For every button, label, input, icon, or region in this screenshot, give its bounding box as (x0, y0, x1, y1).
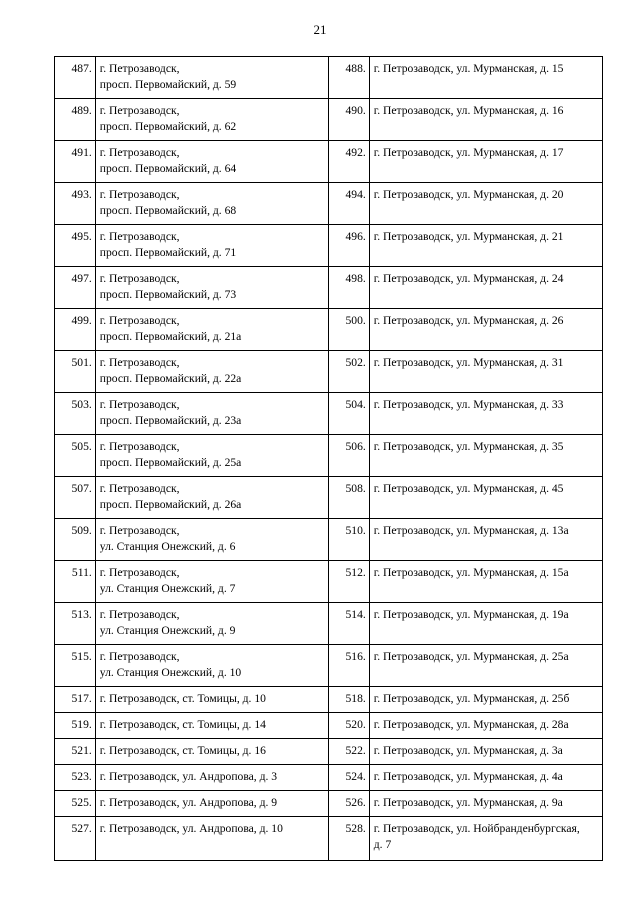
cell-text-line: 515. (71, 650, 92, 663)
table-row (55, 817, 603, 861)
table-row (55, 603, 603, 645)
cell-text-line: просп. Первомайский, д. 62 (99, 120, 237, 133)
cell-text-line: г. Петрозаводск, ул. Мурманская, д. 16 (373, 104, 564, 117)
cell-text-line: г. Петрозаводск, (99, 482, 180, 495)
row-number-cell (55, 435, 96, 477)
cell-text-line: 503. (71, 398, 92, 411)
address-cell (369, 817, 602, 861)
row-number-cell (328, 791, 369, 817)
address-cell (95, 713, 328, 739)
address-cell (369, 603, 602, 645)
table-row (55, 99, 603, 141)
cell-text-line: г. Петрозаводск, ул. Мурманская, д. 25б (373, 692, 570, 705)
row-number-cell (55, 267, 96, 309)
cell-text-line: просп. Первомайский, д. 71 (99, 246, 237, 259)
row-number-cell (328, 225, 369, 267)
row-number-cell (328, 817, 369, 861)
cell-text-line: 495. (71, 230, 92, 243)
address-cell (369, 435, 602, 477)
cell-text-line: г. Петрозаводск, (99, 566, 180, 579)
row-number-cell (55, 183, 96, 225)
table-row (55, 561, 603, 603)
cell-text-line: 517. (71, 692, 92, 705)
table-row (55, 477, 603, 519)
cell-text-line: 492. (345, 146, 366, 159)
table-row (55, 141, 603, 183)
cell-text-line: 511. (71, 566, 92, 579)
cell-text-line: г. Петрозаводск, ул. Мурманская, д. 4а (373, 770, 563, 783)
cell-text-line: 521. (71, 744, 92, 757)
address-cell (95, 267, 328, 309)
row-number-cell (55, 393, 96, 435)
address-cell (95, 309, 328, 351)
row-number-cell (55, 817, 96, 861)
table-row (55, 435, 603, 477)
cell-text-line: ул. Станция Онежский, д. 9 (99, 624, 236, 637)
table-row (55, 57, 603, 99)
address-cell (369, 561, 602, 603)
cell-text-line: 488. (345, 62, 366, 75)
cell-text-line: г. Петрозаводск, ул. Нойбранденбургская, (373, 822, 580, 835)
row-number-cell (328, 393, 369, 435)
address-cell (95, 603, 328, 645)
table-row (55, 687, 603, 713)
cell-text-line: 527. (71, 822, 92, 835)
cell-text-line: просп. Первомайский, д. 23а (99, 414, 242, 427)
cell-text-line: просп. Первомайский, д. 26а (99, 498, 242, 511)
address-cell (95, 57, 328, 99)
cell-text-line: ул. Станция Онежский, д. 10 (99, 666, 242, 679)
cell-text-line: 526. (345, 796, 366, 809)
address-cell (95, 817, 328, 861)
cell-text-line: г. Петрозаводск, ул. Мурманская, д. 17 (373, 146, 564, 159)
cell-text-line: 500. (345, 314, 366, 327)
address-cell (369, 645, 602, 687)
table-row (55, 765, 603, 791)
cell-text-line: г. Петрозаводск, ст. Томицы, д. 16 (99, 744, 266, 757)
cell-text-line: 501. (71, 356, 92, 369)
address-cell (369, 477, 602, 519)
address-table (54, 56, 603, 861)
cell-text-line: 487. (71, 62, 92, 75)
cell-text-line: г. Петрозаводск, ул. Мурманская, д. 33 (373, 398, 564, 411)
cell-text-line: г. Петрозаводск, ул. Мурманская, д. 35 (373, 440, 564, 453)
cell-text-line: г. Петрозаводск, ул. Андропова, д. 9 (99, 796, 278, 809)
row-number-cell (55, 519, 96, 561)
row-number-cell (328, 687, 369, 713)
table-row (55, 225, 603, 267)
address-cell (369, 519, 602, 561)
address-cell (95, 225, 328, 267)
cell-text-line: 504. (345, 398, 366, 411)
cell-text-line: г. Петрозаводск, (99, 440, 180, 453)
row-number-cell (55, 561, 96, 603)
row-number-cell (55, 687, 96, 713)
row-number-cell (328, 309, 369, 351)
cell-text-line: г. Петрозаводск, (99, 314, 180, 327)
row-number-cell (328, 57, 369, 99)
cell-text-line: г. Петрозаводск, (99, 146, 180, 159)
table-row (55, 309, 603, 351)
cell-text-line: 499. (71, 314, 92, 327)
row-number-cell (328, 561, 369, 603)
cell-text-line: г. Петрозаводск, ул. Мурманская, д. 3а (373, 744, 563, 757)
row-number-cell (328, 141, 369, 183)
cell-text-line: 506. (345, 440, 366, 453)
cell-text-line: просп. Первомайский, д. 73 (99, 288, 237, 301)
address-cell (369, 309, 602, 351)
table-row (55, 393, 603, 435)
address-cell (369, 687, 602, 713)
cell-text-line: 514. (345, 608, 366, 621)
cell-text-line: 519. (71, 718, 92, 731)
address-cell (95, 739, 328, 765)
cell-text-line: 508. (345, 482, 366, 495)
cell-text-line: г. Петрозаводск, (99, 230, 180, 243)
row-number-cell (55, 225, 96, 267)
address-cell (369, 351, 602, 393)
row-number-cell (55, 99, 96, 141)
cell-text-line: г. Петрозаводск, (99, 104, 180, 117)
cell-text-line: г. Петрозаводск, ул. Мурманская, д. 26 (373, 314, 564, 327)
address-cell (369, 739, 602, 765)
cell-text-line: просп. Первомайский, д. 64 (99, 162, 237, 175)
cell-text-line: 498. (345, 272, 366, 285)
row-number-cell (328, 519, 369, 561)
row-number-cell (55, 477, 96, 519)
address-cell (95, 141, 328, 183)
cell-text-line: 494. (345, 188, 366, 201)
cell-text-line: г. Петрозаводск, ул. Мурманская, д. 9а (373, 796, 563, 809)
cell-text-line: 489. (71, 104, 92, 117)
table-row (55, 183, 603, 225)
row-number-cell (55, 351, 96, 393)
cell-text-line: г. Петрозаводск, (99, 272, 180, 285)
cell-text-line: 512. (345, 566, 366, 579)
cell-text-line: 509. (71, 524, 92, 537)
cell-text-line: г. Петрозаводск, ул. Мурманская, д. 15 (373, 62, 564, 75)
cell-text-line: 516. (345, 650, 366, 663)
cell-text-line: г. Петрозаводск, ул. Мурманская, д. 28а (373, 718, 569, 731)
cell-text-line: г. Петрозаводск, ул. Мурманская, д. 13а (373, 524, 569, 537)
cell-text-line: 513. (71, 608, 92, 621)
address-cell (369, 267, 602, 309)
row-number-cell (328, 739, 369, 765)
table-row (55, 791, 603, 817)
row-number-cell (328, 351, 369, 393)
address-cell (95, 435, 328, 477)
cell-text-line: 490. (345, 104, 366, 117)
address-table-body (55, 57, 603, 861)
address-cell (95, 791, 328, 817)
cell-text-line: ул. Станция Онежский, д. 6 (99, 540, 236, 553)
cell-text-line: д. 7 (373, 838, 392, 851)
cell-text-line: г. Петрозаводск, (99, 188, 180, 201)
cell-text-line: г. Петрозаводск, ул. Мурманская, д. 45 (373, 482, 564, 495)
address-cell (369, 225, 602, 267)
cell-text-line: г. Петрозаводск, ул. Андропова, д. 3 (99, 770, 278, 783)
address-cell (95, 645, 328, 687)
cell-text-line: г. Петрозаводск, ст. Томицы, д. 10 (99, 692, 266, 705)
address-cell (95, 519, 328, 561)
row-number-cell (328, 765, 369, 791)
address-cell (95, 765, 328, 791)
row-number-cell (55, 309, 96, 351)
cell-text-line: г. Петрозаводск, ул. Андропова, д. 10 (99, 822, 283, 835)
cell-text-line: 518. (345, 692, 366, 705)
row-number-cell (328, 267, 369, 309)
cell-text-line: г. Петрозаводск, (99, 62, 180, 75)
row-number-cell (328, 435, 369, 477)
row-number-cell (55, 57, 96, 99)
address-cell (95, 561, 328, 603)
row-number-cell (55, 739, 96, 765)
address-cell (95, 351, 328, 393)
cell-text-line: г. Петрозаводск, ул. Мурманская, д. 21 (373, 230, 564, 243)
table-row (55, 645, 603, 687)
address-cell (95, 183, 328, 225)
row-number-cell (328, 477, 369, 519)
table-row (55, 267, 603, 309)
cell-text-line: г. Петрозаводск, ст. Томицы, д. 14 (99, 718, 266, 731)
cell-text-line: 525. (71, 796, 92, 809)
row-number-cell (328, 99, 369, 141)
row-number-cell (55, 765, 96, 791)
cell-text-line: 502. (345, 356, 366, 369)
cell-text-line: г. Петрозаводск, ул. Мурманская, д. 25а (373, 650, 569, 663)
cell-text-line: просп. Первомайский, д. 68 (99, 204, 237, 217)
cell-text-line: г. Петрозаводск, (99, 524, 180, 537)
address-cell (95, 477, 328, 519)
cell-text-line: г. Петрозаводск, (99, 608, 180, 621)
cell-text-line: 522. (345, 744, 366, 757)
address-cell (95, 393, 328, 435)
cell-text-line: г. Петрозаводск, ул. Мурманская, д. 19а (373, 608, 569, 621)
cell-text-line: просп. Первомайский, д. 21а (99, 330, 242, 343)
cell-text-line: 528. (345, 822, 366, 835)
row-number-cell (55, 603, 96, 645)
row-number-cell (328, 603, 369, 645)
cell-text-line: 510. (345, 524, 366, 537)
cell-text-line: 496. (345, 230, 366, 243)
row-number-cell (55, 713, 96, 739)
row-number-cell (55, 645, 96, 687)
cell-text-line: просп. Первомайский, д. 59 (99, 78, 237, 91)
table-row (55, 351, 603, 393)
cell-text-line: г. Петрозаводск, ул. Мурманская, д. 24 (373, 272, 564, 285)
cell-text-line: 497. (71, 272, 92, 285)
address-cell (369, 791, 602, 817)
row-number-cell (55, 791, 96, 817)
cell-text-line: г. Петрозаводск, ул. Мурманская, д. 31 (373, 356, 564, 369)
address-cell (95, 687, 328, 713)
cell-text-line: 505. (71, 440, 92, 453)
table-row (55, 739, 603, 765)
table-row (55, 713, 603, 739)
cell-text-line: 524. (345, 770, 366, 783)
row-number-cell (55, 141, 96, 183)
cell-text-line: просп. Первомайский, д. 22а (99, 372, 242, 385)
cell-text-line: 520. (345, 718, 366, 731)
address-cell (369, 713, 602, 739)
cell-text-line: 491. (71, 146, 92, 159)
row-number-cell (328, 183, 369, 225)
page-number: 21 (313, 22, 327, 37)
cell-text-line: г. Петрозаводск, (99, 356, 180, 369)
address-cell (95, 99, 328, 141)
cell-text-line: просп. Первомайский, д. 25а (99, 456, 242, 469)
cell-text-line: 493. (71, 188, 92, 201)
address-cell (369, 141, 602, 183)
address-cell (369, 57, 602, 99)
row-number-cell (328, 645, 369, 687)
row-number-cell (328, 713, 369, 739)
cell-text-line: г. Петрозаводск, ул. Мурманская, д. 15а (373, 566, 569, 579)
cell-text-line: ул. Станция Онежский, д. 7 (99, 582, 236, 595)
address-cell (369, 183, 602, 225)
address-cell (369, 765, 602, 791)
cell-text-line: г. Петрозаводск, ул. Мурманская, д. 20 (373, 188, 564, 201)
cell-text-line: г. Петрозаводск, (99, 398, 180, 411)
address-cell (369, 393, 602, 435)
cell-text-line: 523. (71, 770, 92, 783)
cell-text-line: 507. (71, 482, 92, 495)
address-cell (369, 99, 602, 141)
cell-text-line: г. Петрозаводск, (99, 650, 180, 663)
table-row (55, 519, 603, 561)
